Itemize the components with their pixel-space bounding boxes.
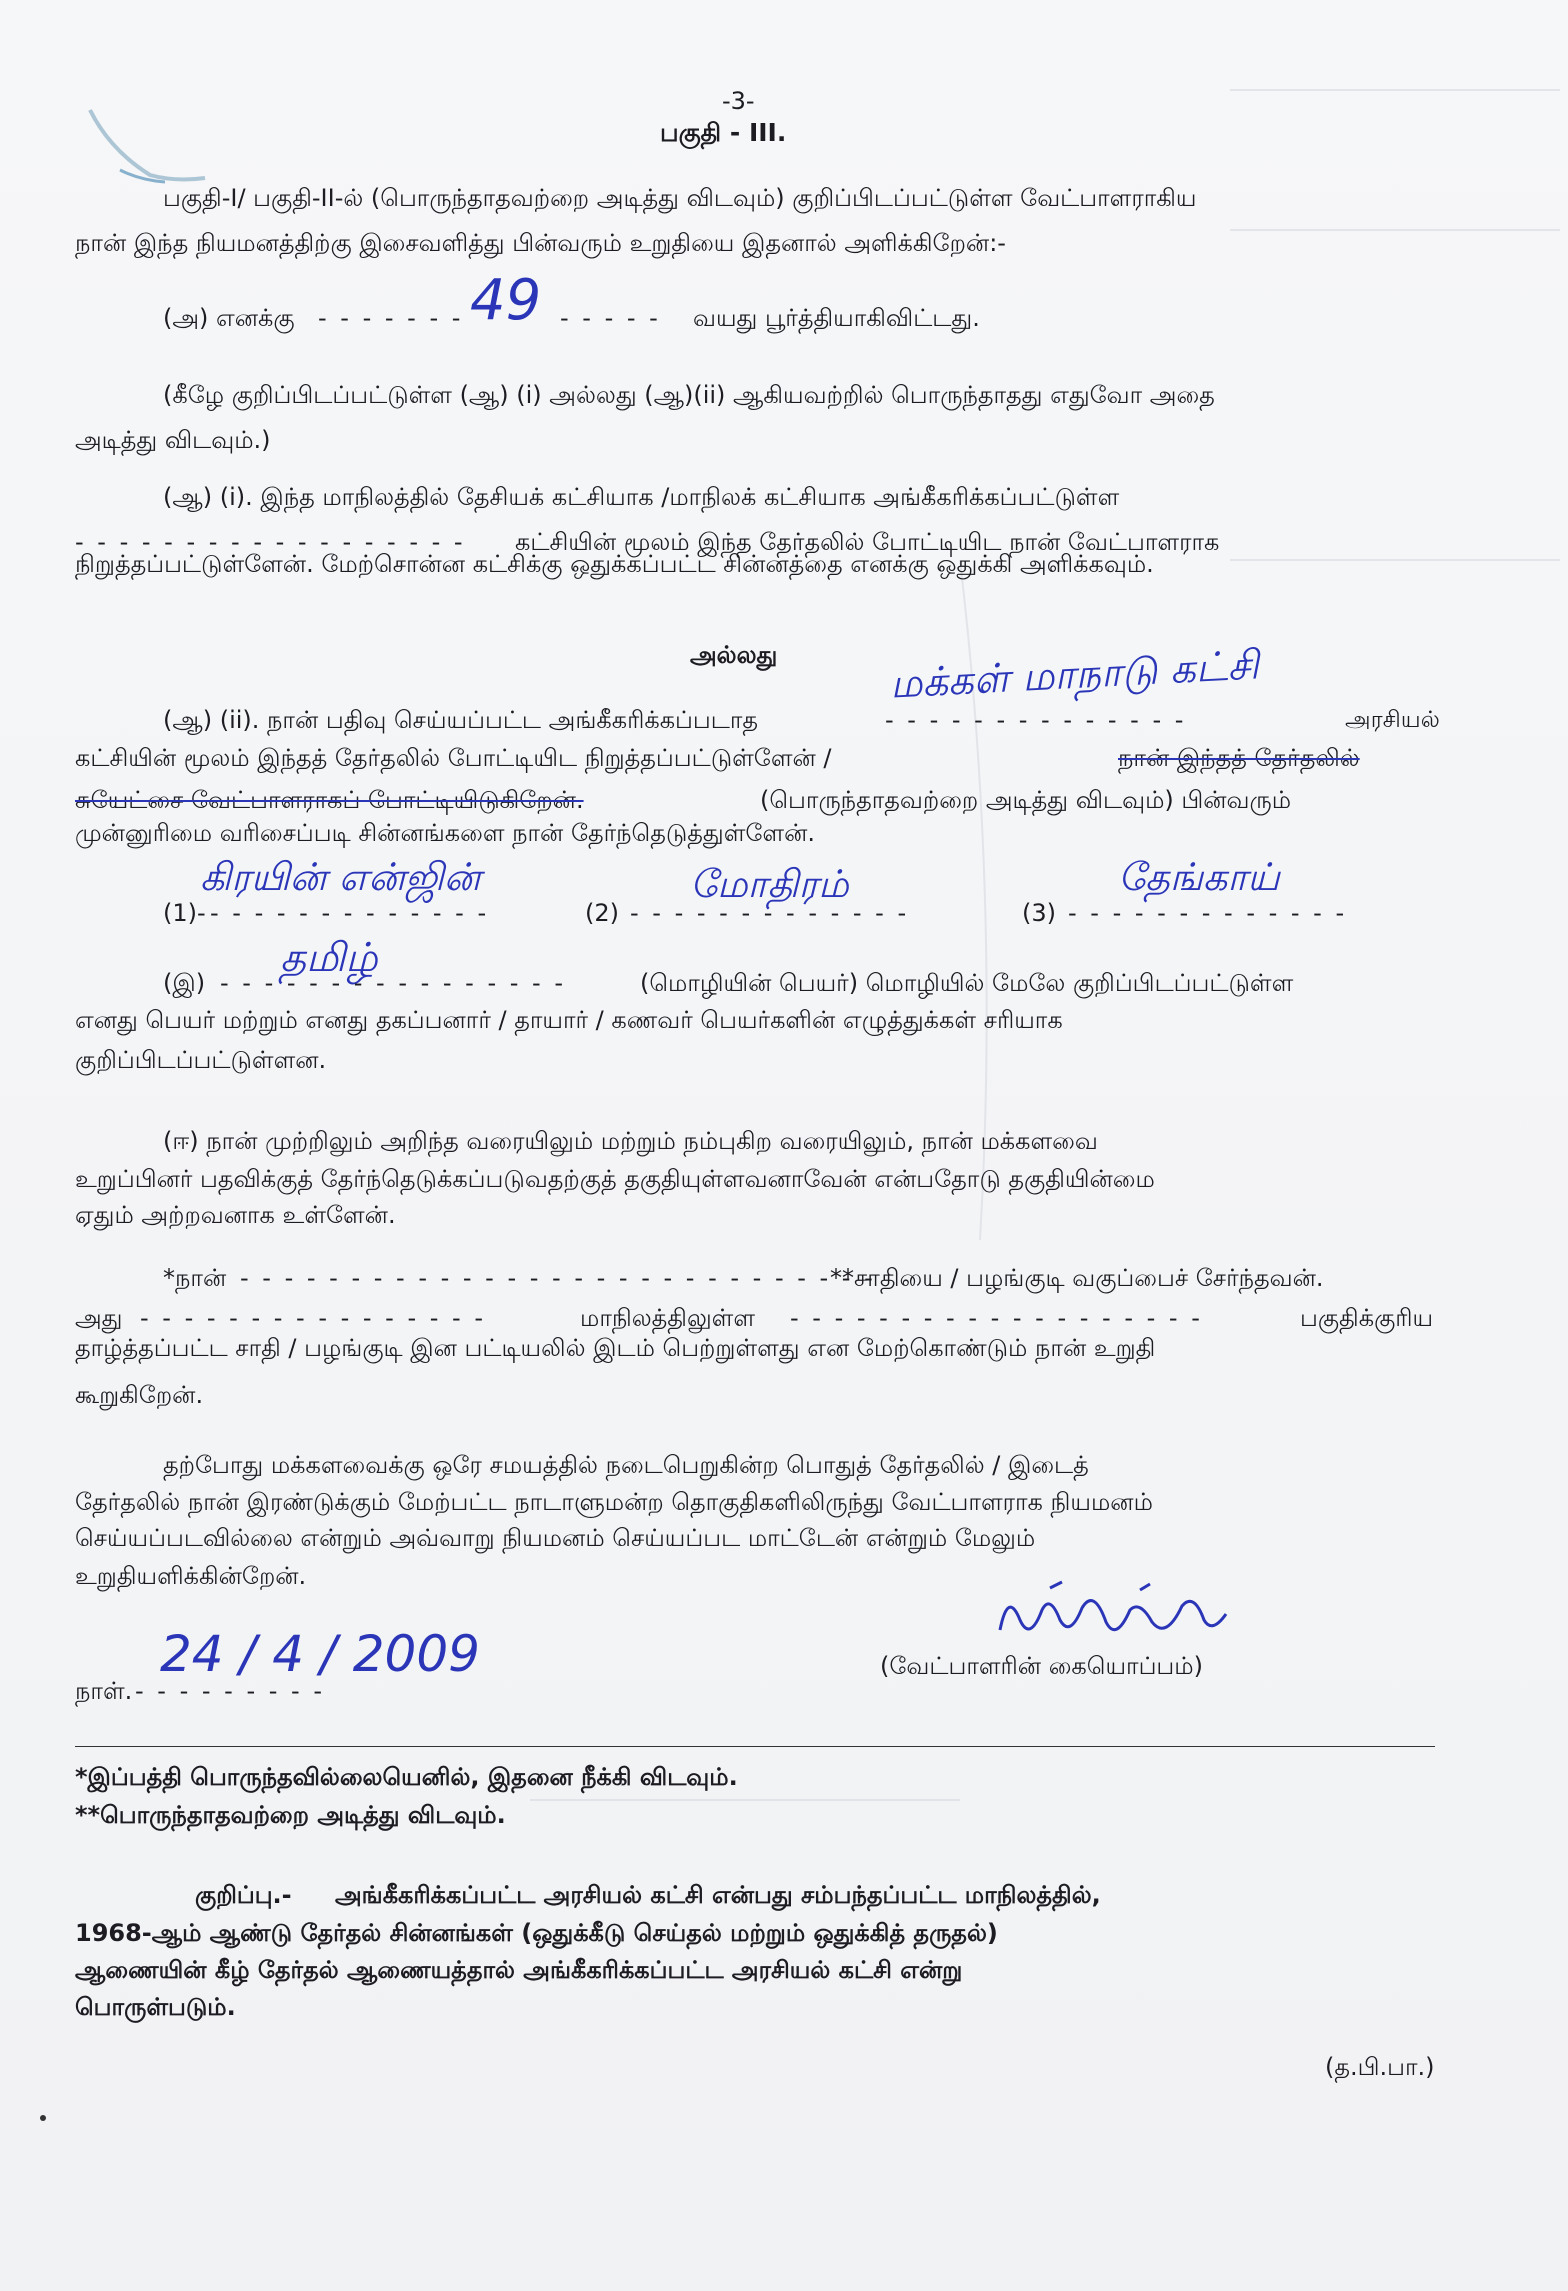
section-a-ii-line-3a-struck: சுயேட்சை வேட்பாளராகப் போட்டியிடுகிறேன். (75, 786, 584, 814)
date-value-handwritten: 24 / 4 / 2009 (160, 1625, 480, 1683)
election-line-4: உறுதியளிக்கின்றேன். (75, 1562, 307, 1590)
part-title: பகுதி - III. (660, 118, 787, 147)
instruction-line-1: (கீழே குறிப்பிடப்பட்டுள்ள (ஆ) (i) அல்லது (ஆ)(ii) ஆகியவற்றில் பொருந்தாதது எதுவோ அதை (163, 381, 1215, 409)
symbol-2-handwritten: மோதிரம் (690, 862, 849, 906)
symbol-dashes-3: - - - - - - - - - - - - - (1068, 899, 1348, 927)
symbol-3-handwritten: தேங்காய் (1118, 855, 1280, 899)
language-value: தமிழ் (280, 935, 378, 981)
caste-line-2a: அது (75, 1304, 123, 1332)
age-value: 49 (470, 268, 542, 333)
section-a-i-dashes: - - - - - - - - - - - - - - - - - - (75, 528, 466, 556)
section-a-i-line-1: (ஆ) (i). இந்த மாநிலத்தில் தேசியக் கட்சியாக /மாநிலக் கட்சியாக அங்கீகரிக்கப்பட்டுள்ள (163, 483, 1120, 511)
caste-line-2-dashes-1: - - - - - - - - - - - - - - - - (140, 1304, 486, 1332)
section-a-i-line-2: கட்சியின் மூலம் இந்த தேர்தலில் போட்டியிட நான் வேட்பாளராக (515, 528, 1220, 556)
election-line-2: தேர்தலில் நான் இரண்டுக்கும் மேற்பட்ட நாடாளுமன்ற தொகுதிகளிலிருந்து வேட்பாளராக நியமனம் (75, 1488, 1153, 1516)
remark-line-2: 1968-ஆம் ஆண்டு தேர்தல் சின்னங்கள் (ஒதுக்கீடு செய்தல் மற்றும் ஒதுக்கித் தருதல்) (75, 1919, 998, 1947)
language-line-3: குறிப்பிடப்பட்டுள்ளன. (75, 1046, 327, 1074)
caste-line-3: தாழ்த்தப்பட்ட சாதி / பழங்குடி இன பட்டியலில் இடம் பெற்றுள்ளது என மேற்கொண்டும் நான் உறுதி (75, 1334, 1156, 1362)
footnote-1: *இப்பத்தி பொருந்தவில்லையெனில், இதனை நீக்கி விடவும். (75, 1763, 738, 1791)
section-a-ii-line-2b-struck: நான் இந்தத் தேர்தலில் (1118, 744, 1360, 772)
section-a-ii-line-3b: (பொருந்தாதவற்றை அடித்து விடவும்) பின்வரும் (760, 786, 1292, 814)
stray-mark (40, 2115, 46, 2121)
qualification-line-1: (ஈ) நான் முற்றிலும் அறிந்த வரையிலும் மற்றும் நம்புகிற வரையிலும், நான் மக்களவை (163, 1127, 1098, 1155)
election-line-3: செய்யப்படவில்லை என்றும் அவ்வாறு நியமனம் செய்யப்பட மாட்டேன் என்றும் மேலும் (75, 1524, 1036, 1552)
caste-line-2b: மாநிலத்திலுள்ள (580, 1304, 755, 1332)
age-suffix: வயது பூர்த்தியாகிவிட்டது. (693, 304, 980, 332)
or-label: அல்லது (690, 641, 778, 669)
signature-caption: (வேட்பாளரின் கையொப்பம்) (880, 1652, 1203, 1680)
caste-line-1a: *நான் (163, 1264, 227, 1292)
date-label: நாள். (75, 1677, 133, 1705)
language-line-1: (மொழியின் பெயர்) மொழியில் மேலே குறிப்பிடப்பட்டுள்ள (640, 969, 1294, 997)
qualification-line-2: உறுப்பினர் பதவிக்குத் தேர்ந்தெடுக்கப்படுவதற்குத் தகுதியுள்ளவனாவேன் என்பதோடு தகுதியின்மை (75, 1165, 1155, 1193)
symbol-label-3: (3) (1022, 899, 1056, 927)
intro-line-1: பகுதி-I/ பகுதி-II-ல் (பொருந்தாதவற்றை அடித்து விடவும்) குறிப்பிடப்பட்டுள்ள வேட்பாளராகிய (163, 184, 1197, 212)
remark-line-1: அங்கீகரிக்கப்பட்ட அரசியல் கட்சி என்பது சம்பந்தப்பட்ட மாநிலத்தில், (335, 1881, 1101, 1909)
caste-line-2c: பகுதிக்குரிய (1300, 1304, 1434, 1332)
date-dashes: - - - - - - - - - (135, 1677, 325, 1705)
party-name-handwritten: மக்கள் மாநாடு கட்சி (888, 642, 1260, 708)
caste-line-1-dashes: - - - - - - - - - - - - - - - - - - - - - - - - - - - - - (240, 1264, 876, 1292)
qualification-line-3: ஏதும் அற்றவனாக உள்ளேன். (75, 1201, 396, 1229)
symbol-label-1: (1)- (163, 899, 206, 927)
election-line-1: தற்போது மக்களவைக்கு ஒரே சமயத்தில் நடைபெறுகின்ற பொதுத் தேர்தலில் / இடைத் (163, 1451, 1089, 1479)
section-a-i-line-3: நிறுத்தப்பட்டுள்ளேன். மேற்சொன்ன கட்சிக்கு ஒதுக்கப்பட்ட சின்னத்தை எனக்கு ஒதுக்கி அளிக்கவும். (75, 550, 1154, 578)
symbol-dashes-1: - - - - - - - - - - - - - (210, 899, 490, 927)
language-line-2: எனது பெயர் மற்றும் எனது தகப்பனார் / தாயார் / கணவர் பெயர்களின் எழுத்துக்கள் சரியாக (75, 1006, 1063, 1034)
remark-line-3: ஆணையின் கீழ் தேர்தல் ஆணையத்தால் அங்கீகரிக்கப்பட்ட அரசியல் கட்சி என்று (75, 1956, 963, 1984)
age-dashes-2: - - - - - (560, 304, 661, 332)
remark-label: குறிப்பு.- (195, 1881, 292, 1909)
page-number: -3- (722, 87, 755, 115)
symbol-label-2: (2) (585, 899, 619, 927)
party-dashes: - - - - - - - - - - - - - - (885, 706, 1187, 734)
section-a-ii-suffix: அரசியல் (1345, 706, 1440, 733)
footnote-divider (75, 1746, 1435, 1747)
intro-line-2: நான் இந்த நியமனத்திற்கு இசைவளித்து பின்வரும் உறுதியை இதனால் அளிக்கிறேன்:- (75, 229, 1006, 257)
language-dashes: - - - - - - - - - - - - - - - - (220, 969, 566, 997)
section-a-ii-line-2a: கட்சியின் மூலம் இந்தத் தேர்தலில் போட்டியிட நிறுத்தப்பட்டுள்ளேன் / (75, 744, 832, 772)
footnote-2: **பொருந்தாதவற்றை அடித்து விடவும். (75, 1801, 506, 1829)
symbol-1-handwritten: கிரயின் என்ஜின் (200, 855, 481, 899)
symbol-dashes-2: - - - - - - - - - - - - - (630, 899, 910, 927)
language-prefix: (இ) (163, 969, 206, 997)
age-prefix: (அ) எனக்கு (163, 304, 295, 332)
age-dashes-1: - - - - - - - (318, 304, 464, 332)
page-turn-note: (த.பி.பா.) (1325, 2053, 1435, 2081)
caste-line-4: கூறுகிறேன். (75, 1381, 204, 1409)
remark-line-4: பொருள்படும். (75, 1993, 236, 2021)
section-a-ii-line-4: முன்னுரிமை வரிசைப்படி சின்னங்களை நான் தேர்ந்தெடுத்துள்ளேன். (75, 819, 815, 847)
candidate-signature (990, 1580, 1250, 1650)
section-a-ii-prefix: (ஆ) (ii). நான் பதிவு செய்யப்பட்ட அங்கீகரிக்கப்படாத (163, 706, 759, 734)
instruction-line-2: அடித்து விடவும்.) (75, 426, 271, 454)
caste-line-2-dashes-2: - - - - - - - - - - - - - - - - - - - (790, 1304, 1203, 1332)
caste-line-1b: **சாதியை / பழங்குடி வகுப்பைச் சேர்ந்தவன். (830, 1264, 1324, 1292)
